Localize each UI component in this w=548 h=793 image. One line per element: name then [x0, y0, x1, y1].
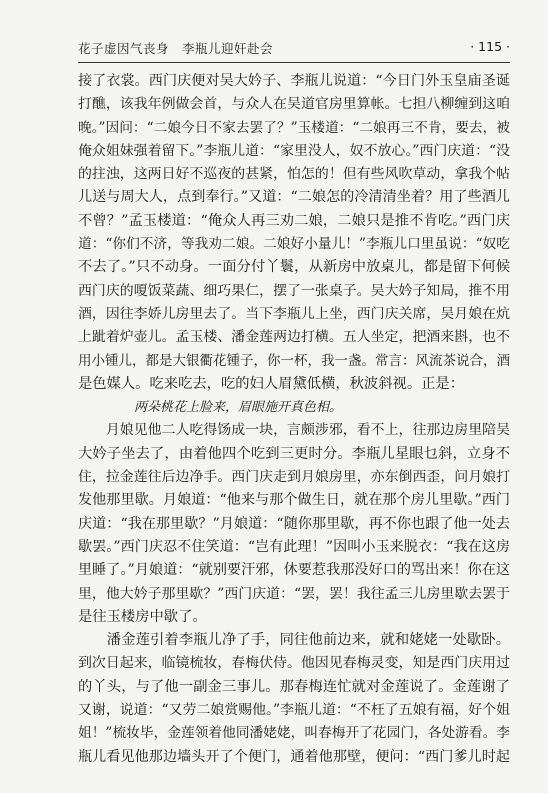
text-line: 不曾？”孟玉楼道：“俺众人再三劝二娘，二娘只是推不肯吃。”西门庆 — [78, 212, 510, 229]
text-line: 晚。”因问：“二娘今日不家去罢了？”玉楼道：“二娘再三不肯，要去，被 — [78, 119, 510, 136]
text-line: 姐！”梳妆毕，金莲领着他同潘姥姥，叫春梅开了花园门，各处游看。李 — [78, 725, 510, 742]
text-block — [78, 70, 510, 769]
text-line: 用小锺儿，都是大银衢花锺子，你一杯，我一盏。常言：风流茶说合，酒 — [78, 352, 510, 369]
text-line: 到次日起来，临镜梳妆，春梅伏侍。他因见春梅灵变，知是西门庆用过 — [78, 655, 510, 672]
text-line: 的丫头，与了他一副金三事儿。那春梅连忙就对金莲说了。金莲谢了 — [78, 678, 510, 695]
running-header — [78, 36, 510, 60]
page-body — [78, 70, 510, 769]
text-line: 俺众姐妹强着留下。”李瓶儿道：“家里没人，奴不放心。”西门庆道：“没 — [78, 142, 510, 159]
text-line: 里，他大妗子那里歇？”西门庆道：“罢，罢！我往孟三儿房里歇去罢于 — [78, 585, 510, 602]
text-line: 上跐着炉壶儿。孟玉楼、潘金莲两边打横。五人坐定，把酒来斟，也不 — [78, 329, 510, 346]
text-line: 道：“你们不济，等我劝二娘。二娘好小量儿！”李瓶儿口里虽说：“奴吃 — [78, 236, 510, 253]
text-line: 接了衣裳。西门庆便对吴大妗子、李瓶儿说道：“今日门外玉皇庙圣诞 — [78, 73, 510, 89]
text-line: 是往玉楼房中歇了。 — [78, 608, 207, 625]
text-line: 是色媒人。吃来吃去，吃的妇人眉黛低横，秋波斜视。正是： — [78, 375, 465, 392]
text-line: 儿送与周大人，点到奉行。”又道：“二娘怎的冷清清坐着？用了些酒儿 — [78, 189, 510, 206]
verse-line: 两朵桃花上脸来，眉眼施开真色相。 — [134, 400, 343, 416]
text-line: 酒，因往李娇儿房里去了。当下李瓶儿上坐，西门庆关席，吴月娘在炕 — [78, 305, 510, 322]
text-line: 打醮，该我年例做会首，与众人在吴道官房里算帐。七担八柳缠到这咱 — [78, 96, 510, 113]
text-line: 潘金莲引着李瓶儿净了手，同往他前边来，就和姥姥一处歇卧。 — [78, 632, 510, 649]
text-line: 发他那里歇。月娘道：“他来与那个做生日，就在那个房儿里歇。”西门 — [78, 492, 510, 509]
text-line: 歇罢。”西门庆忍不住笑道：“岂有此理！”因叫小玉来脱衣：“我在这房 — [78, 538, 510, 555]
text-line: 的拄浊，这两日好不巡夜的甚紧，怕怎的！但有些风吹草动，拿我个帖 — [78, 166, 510, 183]
text-line: 又谢，说道：“又劳二娘赏赐他。”李瓶儿道：“不枉了五娘有福，好个姐 — [78, 702, 510, 719]
text-line: 庆道：“我在那里歇？”月娘道：“随你那里歇，再不你也跟了他一处去 — [78, 515, 510, 532]
header-rule — [78, 62, 510, 63]
chapter-title: 花子虚因气丧身 李瓶儿迎奸赴会 — [78, 41, 274, 56]
text-line: 里睡了。”月娘道：“就别要汗邪，休要惹我那没好口的骂出来！你在这 — [78, 562, 510, 579]
text-line: 不去了。”只不动身。一面分付丫鬟，从新房中放桌儿，都是留下何候 — [78, 259, 510, 276]
text-line: 住，拉金莲往后边净手。西门庆走到月娘房里，亦东倒西歪，问月娘打 — [78, 469, 510, 486]
text-line: 月娘见他二人吃得饧成一块，言颇涉邪，看不上，往那边房里陪吴 — [78, 422, 510, 439]
text-line: 大妗子坐去了，由着他四个吃到三更时分。李瓶儿星眼乜斜，立身不 — [78, 445, 510, 462]
text-line: 瓶儿看见他那边墙头开了个便门，通着他那壁，便问：“西门爹儿时起 — [78, 748, 510, 765]
text-line: 西门庆的嗄饭菜蔬、细巧果仁，摆了一张桌子。吴大妗子知局，推不用 — [78, 282, 510, 299]
page-number: · 115 · — [470, 39, 510, 54]
